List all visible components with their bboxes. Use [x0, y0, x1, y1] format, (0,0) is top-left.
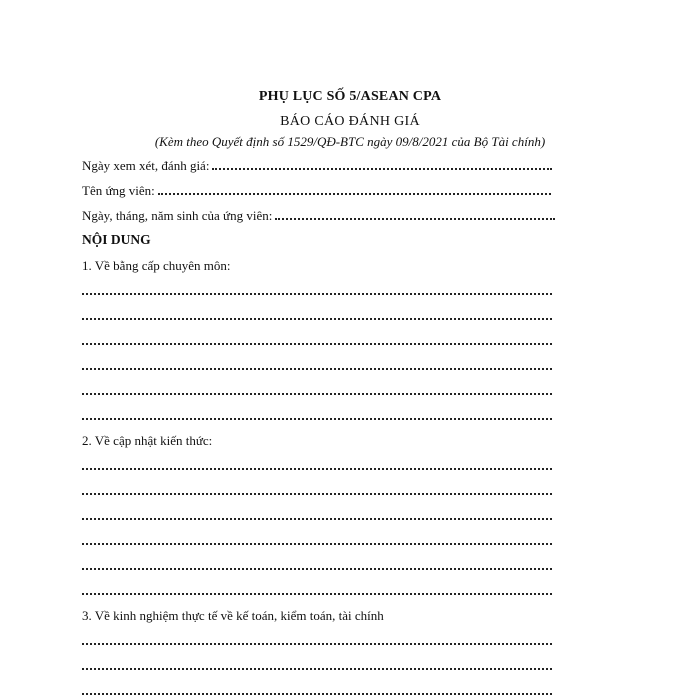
field-candidate-dob-label: Ngày, tháng, năm sinh của ứng viên: — [82, 208, 273, 223]
section-1-line[interactable] — [82, 393, 552, 395]
section-1-line[interactable] — [82, 368, 552, 370]
document-note: (Kèm theo Quyết định số 1529/QĐ-BTC ngày 09/8/2021 của Bộ Tài chính) — [154, 134, 546, 149]
document-subtitle: BÁO CÁO ĐÁNH GIÁ — [280, 114, 420, 129]
section-2-label: 2. Về cập nhật kiến thức: — [82, 433, 213, 448]
field-candidate-name-label: Tên ứng viên: — [82, 183, 155, 198]
content-heading: NỘI DUNG — [82, 232, 151, 247]
section-3-line[interactable] — [82, 668, 552, 670]
field-candidate-dob-fill[interactable] — [275, 218, 555, 220]
section-2-line[interactable] — [82, 468, 552, 470]
section-2-line[interactable] — [82, 518, 552, 520]
section-1-line[interactable] — [82, 418, 552, 420]
section-1-line[interactable] — [82, 343, 552, 345]
document-title: PHỤ LỤC SỐ 5/ASEAN CPA — [258, 89, 442, 104]
field-review-date-fill[interactable] — [212, 168, 552, 170]
section-2-line[interactable] — [82, 543, 552, 545]
section-1-line[interactable] — [82, 318, 552, 320]
section-2-line[interactable] — [82, 593, 552, 595]
section-2-line[interactable] — [82, 568, 552, 570]
field-candidate-name — [82, 183, 551, 199]
field-review-date-label: Ngày xem xét, đánh giá: — [82, 158, 210, 173]
section-1-line[interactable] — [82, 293, 552, 295]
field-candidate-dob — [82, 208, 555, 224]
field-review-date — [82, 158, 552, 174]
section-1-label: 1. Về bằng cấp chuyên môn: — [82, 258, 231, 273]
field-candidate-name-fill[interactable] — [158, 193, 551, 195]
section-3-line[interactable] — [82, 643, 552, 645]
section-2-line[interactable] — [82, 493, 552, 495]
section-3-label: 3. Về kinh nghiệm thực tế về kế toán, kiểm toán, tài chính — [82, 608, 384, 623]
section-3-line[interactable] — [82, 693, 552, 695]
